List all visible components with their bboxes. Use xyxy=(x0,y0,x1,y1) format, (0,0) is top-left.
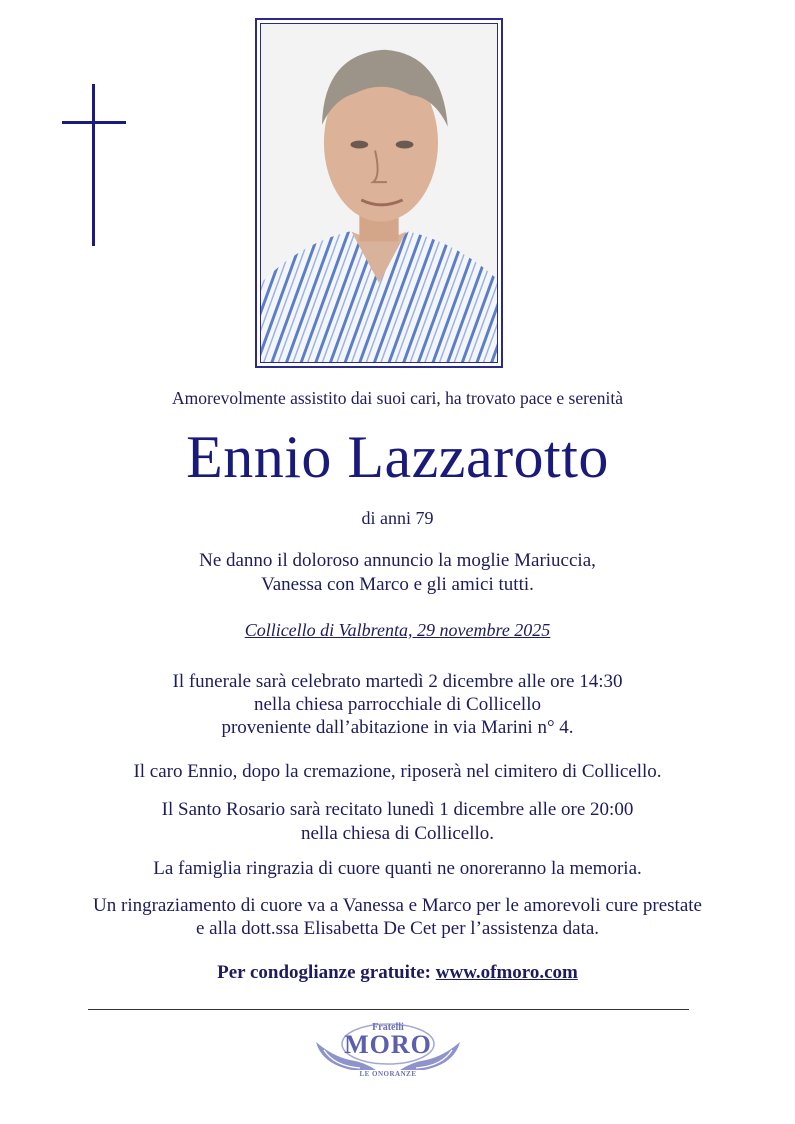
family-thanks: La famiglia ringrazia di cuore quanti ne onoreranno la memoria. xyxy=(153,858,642,879)
extra-thanks-line: Un ringraziamento di cuore va a Vanessa e Marco per le amorevoli cure prestate xyxy=(93,895,702,916)
logo-top-text: Fratelli xyxy=(372,1022,404,1033)
place-date xyxy=(0,620,795,641)
condolences-link[interactable]: www.ofmoro.com xyxy=(435,962,578,983)
condolences-label: Per condoglianze gratuite: xyxy=(217,962,431,983)
extra-thanks xyxy=(0,894,795,940)
funeral-home-logo xyxy=(312,1020,464,1082)
announcement-line: Ne danno il doloroso annuncio la moglie Mariuccia, xyxy=(199,550,596,571)
cross-icon xyxy=(62,84,126,246)
divider xyxy=(88,1009,689,1010)
condolences xyxy=(0,962,795,984)
intro-text: Amorevolmente assistito dai suoi cari, ha trovato pace e serenità xyxy=(172,388,623,408)
funeral-info xyxy=(0,670,795,739)
funeral-line: nella chiesa parrocchiale di Collicello xyxy=(254,694,541,715)
extra-thanks-line: e alla dott.ssa Elisabetta De Cet per l’assistenza data. xyxy=(195,918,600,939)
deceased-name: Ennio Lazzarotto xyxy=(186,424,609,490)
rosary-info xyxy=(0,798,795,846)
logo-bottom-text: LE ONORANZE xyxy=(359,1070,417,1078)
announcement xyxy=(0,549,795,597)
age-text: di anni 79 xyxy=(361,508,434,528)
announcement-line: Vanessa con Marco e gli amici tutti. xyxy=(261,574,534,595)
funeral-line: proveniente dall’abitazione in via Marini n° 4. xyxy=(221,717,574,738)
rosary-line: nella chiesa di Collicello. xyxy=(300,823,495,844)
place-date-text: Collicello di Valbrenta, 29 novembre 2025 xyxy=(244,620,551,640)
funeral-line: Il funerale sarà celebrato martedì 2 dicembre alle ore 14:30 xyxy=(172,671,623,692)
portrait-photo xyxy=(255,18,503,368)
rosary-line: Il Santo Rosario sarà recitato lunedì 1 dicembre alle ore 20:00 xyxy=(161,799,634,820)
logo-main-text: MORO xyxy=(344,1030,432,1059)
cremation-info: Il caro Ennio, dopo la cremazione, riposerà nel cimitero di Collicello. xyxy=(133,761,662,782)
